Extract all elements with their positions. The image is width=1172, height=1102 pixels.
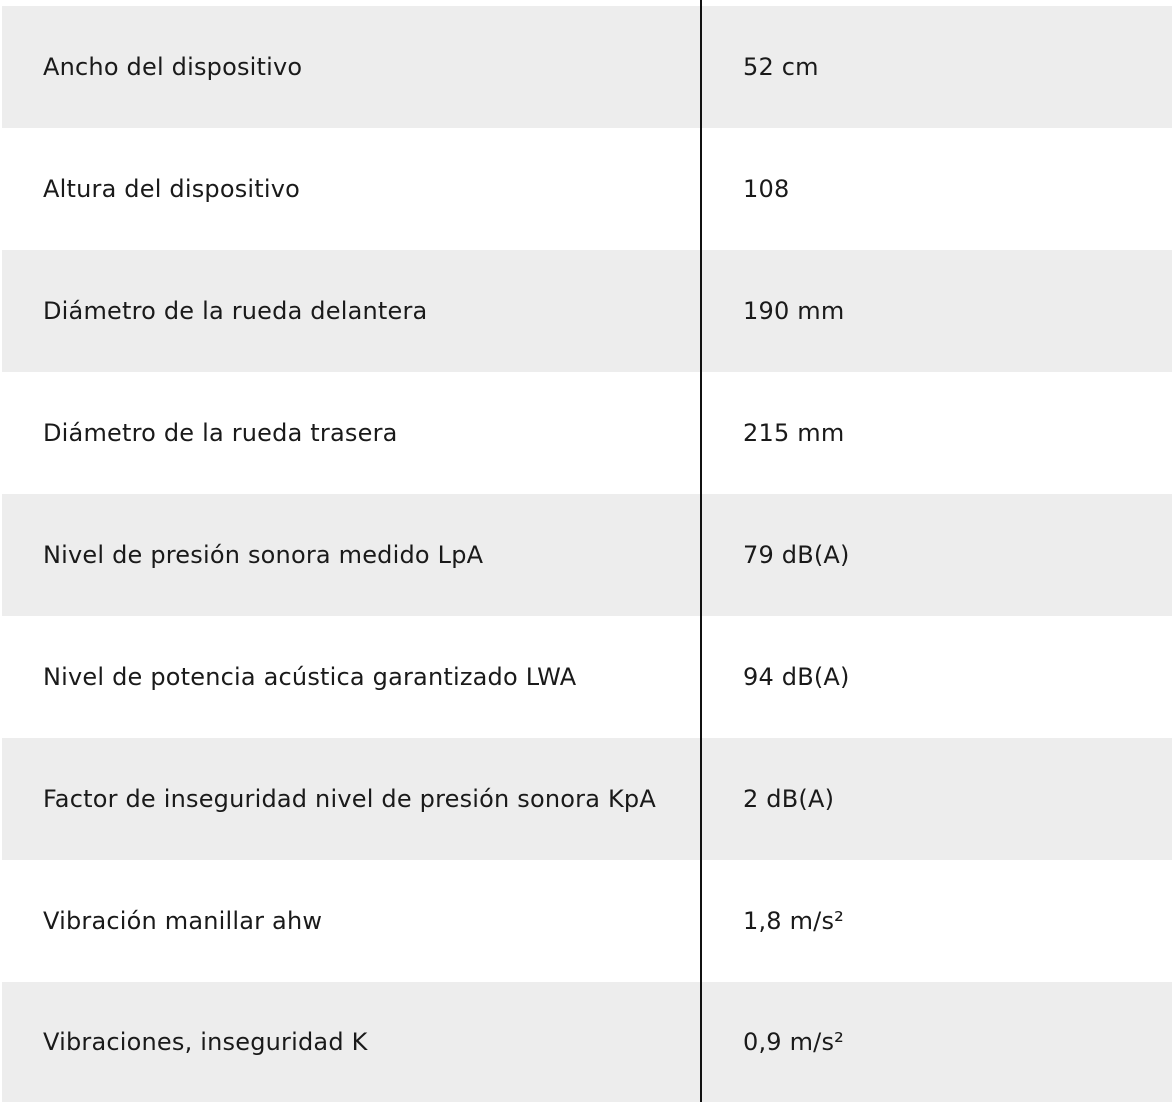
spec-label: Diámetro de la rueda delantera (43, 297, 428, 325)
spec-row (2, 128, 1172, 250)
spec-label: Nivel de potencia acústica garantizado LWA (43, 663, 577, 691)
spec-label: Vibración manillar ahw (43, 907, 323, 935)
spec-value: 2 dB(A) (743, 785, 835, 813)
spec-label: Vibraciones, inseguridad K (43, 1028, 368, 1056)
spec-label: Diámetro de la rueda trasera (43, 419, 398, 447)
spec-row (2, 982, 1172, 1102)
column-divider (700, 0, 702, 1102)
spec-row (2, 250, 1172, 372)
spec-value: 94 dB(A) (743, 663, 850, 691)
spec-table (2, 6, 1172, 1102)
spec-label: Factor de inseguridad nivel de presión sonora KpA (43, 785, 656, 813)
spec-value: 0,9 m/s² (743, 1028, 844, 1056)
spec-value: 79 dB(A) (743, 541, 850, 569)
spec-row (2, 6, 1172, 128)
spec-value: 215 mm (743, 419, 845, 447)
spec-value: 108 (743, 175, 790, 203)
spec-label: Altura del dispositivo (43, 175, 301, 203)
spec-row (2, 738, 1172, 860)
spec-value: 1,8 m/s² (743, 907, 844, 935)
spec-value: 52 cm (743, 53, 819, 81)
spec-label: Ancho del dispositivo (43, 53, 303, 81)
spec-value: 190 mm (743, 297, 845, 325)
spec-row (2, 372, 1172, 494)
spec-label: Nivel de presión sonora medido LpA (43, 541, 484, 569)
spec-row (2, 494, 1172, 616)
spec-row (2, 860, 1172, 982)
spec-row (2, 616, 1172, 738)
